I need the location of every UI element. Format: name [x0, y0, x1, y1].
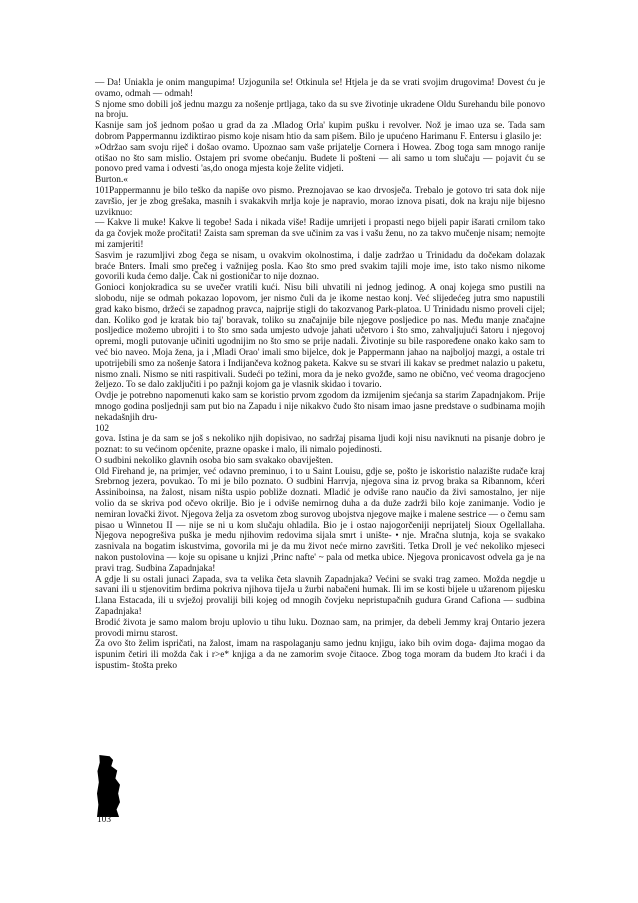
- paragraph: S njome smo dobili još jednu mazgu za nošenje prtljaga, tako da su sve životinje ukradene Oldu Surehandu bile ponovo na broju.: [95, 99, 545, 121]
- page-number: 103: [97, 815, 112, 825]
- paragraph: Old Firehand je, na primjer, već odavno preminuo, i to u Saint Louisu, gdje se, pošto je iskoristio nalazište rudače kraj Srebrnog jezera, povukao. To mi je bilo poznato. O sudbini Harrvja, njegova sina iz prvog braka sa Ribannom, kćeri Assiniboinsa, na žalost, nisam ništa uspio pobliže doznati. Mladić je odviše rano naučio da živi samostalno, jer nije volio da se skriva pod očevo okrilje. Bio je i odviše nemirnog duha a da duže zadrži bilo koje zanimanje. Vodio je nemiran lovački život. Njegova želja za osvetom zbog surovog ubojstva njegove majke i malene sestrice — o čemu sam pisao u Winnetou II — nije se ni u kom slučaju ohladila. Bio je i ostao najogorčeniji neprijatelj Sioux Ogellallaha. Njegova nepogrešiva puška je medu njihovim redovima sijala smrt i unište- • nje. Mračna slutnja, koja se svakako zasnivala na bogatim iskustvima, govorila mi je da mu život neće mirno završiti. Tetka Droll je već nekoliko mjeseci nakon pustolovina — koje su opisane u knjizi ,Princ nafte' ~ pala od metka ubice. Njegova pronicavost odvela ga je na pravi trag. Sudbina Zapadnjaka!: [95, 466, 545, 574]
- paragraph: Burton.«: [95, 175, 128, 186]
- paragraph: — Kakve li muke! Kakve li tegobe! Sada i nikada više! Radije umrijeti i propasti nego bijeli papir išarati crnilom tako da ga čovjek može pročitati! Zaista sam spreman da sve učinim za vas i vašu ženu, no za takvo mučenje nisam; nemojte mi zamjeriti!: [95, 218, 545, 250]
- inline-page-number: 102: [95, 423, 110, 434]
- paragraph: A gdje li su ostali junaci Zapada, sva ta velika četa slavnih Zapadnjaka? Većini se svaki trag zameo. Možda negdje u savani ili u stjenovitim brdima pokriva njihova tijeJa u žurbi nabačeni humak. Ili im se kosti bijele u užarenom pijesku Llana Estacada, ili u svježoj provaliji bili kojeg od mnogih čovjeku nepristupačnih gudura Grand Cafiona — sudbina Zapadnjaka!: [95, 574, 545, 618]
- paragraph: gova. Istina je da sam se još s nekoliko njih dopisivao, no sadržaj pisama ljudi koji nisu naviknuti na pisanje dobro je poznat: to su većinom općenite, prazne opaske i malo, ili nimalo pojedinosti.: [95, 434, 545, 456]
- paragraph: 101Pappermannu je bilo teško da napiše ovo pismo. Preznojavao se kao drvosječa. Trebalo je gotovo tri sata dok nije završio, jer je zbog grešaka, masnih i svakakvih mrlja koje je napravio, morao iznova pisati, dok na kraju nije bijesno uzviknuo:: [95, 185, 545, 218]
- paragraph: Za ovo što želim ispričati, na žalost, imam na raspolaganju samo jednu knjigu, iako bih ovim doga- đajima mogao da ispunim četiri ili možda čak i r>e* knjiga a da ne zamorim svoje čitaoce. Zbog toga moram da budem Jto kraći i da ispustim- štošta preko: [95, 639, 545, 672]
- paragraph: Gonioci konjokradica su se uvečer vratili kući. Nisu bili uhvatili ni jednog jedinog. A onaj kojega smo pustili na slobodu, nije se odmah pokazao lopovom, jer nismo čuli da je ikome nestao konj. Već slijedećeg jutra smo napustili grad kako bismo, držeći se zapadnog pravca, najprije stigli do takozvanog Park-platoa. U Trinidadu nismo proveli cijel; dan. Koliko god je kratak bio taj' boravak, toliko su značajnije bile njegove posljedice po nas. Među manje značajne posljedice možemo ubrojiti i to što smo sada umjesto udvoje jahati učetvoro i što smo, zahvaljujući šatoru i njegovoj opremi, mogli putovanje učiniti ugodnijim no što smo se prije nadali. Životinje su bile raspoređene onako kako sam to već bio naveo. Moja žena, ja i ,Mladi Orao' imali smo bijelce, dok je Pappermann jahao na najboljoj mazgi, a ostale tri upotrijebili smo za nošenje šatora i Indijančeva kožnog paketa. Kakve su se stvari ili kakav se predmet nalazio u paketu, nismo znali. Nismo se niti raspitivali. Sudeći po težini, mora da je neko gvožđe, samo ne obično, već veoma dragocjeno željezo. To se dalo zaključiti i po pažnji kojom ga je vlasnik skidao i tovario.: [95, 283, 545, 391]
- scan-artifact-blot: [97, 755, 120, 817]
- paragraph: »Održao sam svoju riječ i došao ovamo. Upoznao sam vaše prijatelje Cornera i Howea. Zbog toga sam mnogo ranije otišao no što sam mislio. Ostajem pri svome obećanju. Budete li pošteni — ali samo u tom slučaju — pojavit ću se ponovo pred vama i odvesti 'as,do onoga mjesta koje želite vidjeti.: [95, 142, 545, 175]
- paragraph: Brodić života je samo malom broju uplovio u tihu luku. Doznao sam, na primjer, da debeli Jemmy kraj Ontario jezera provodi mirnu starost.: [95, 617, 545, 639]
- page-text: [95, 78, 545, 672]
- paragraph: O sudbini nekoliko glavnih osoba bio sam svakako obaviješten.: [95, 455, 333, 466]
- paragraph: Kasnije sam još jednom pošao u grad da za .Mladog Orla' kupim pušku i revolver. Nož je imao uza se. Tada sam dobrom Pappermannu izdiktirao pismo koje nisam htio da sam pišem. Bilo je upućeno Harimanu F. Entersu i glasilo je:: [95, 121, 545, 142]
- paragraph: — Da! Uniakla je onim mangupima! Uzjogunila se! Otkinula se! Htjela je da se vrati svojim drugovima! Dovest ću je ovamo, odmah — odmah!: [95, 78, 545, 99]
- paragraph: Ovdje je potrebno napomenuti kako sam se koristio prvom zgodom da izmijenim sjećanja sa starim Zapadnjakom. Prije mnogo godina posljednji sam put bio na Zapadu i nije nikakvo čudo što nisam imao jasne predstave o sudbinama mojih nekadašnjih dru-: [95, 391, 545, 423]
- paragraph: Sasvim je razumljivi zbog čega se nisam, u ovakvim okolnostima, i dalje zadržao u Trinidadu da dočekam dolazak braće Bnters. Imali smo prečeg i važnijeg posla. Kao što smo pred svakim tajili moje ime, isto tako nismo nikome govorili kuda ćemo dalje. Čak ni gostioničar to nije doznao.: [95, 250, 545, 283]
